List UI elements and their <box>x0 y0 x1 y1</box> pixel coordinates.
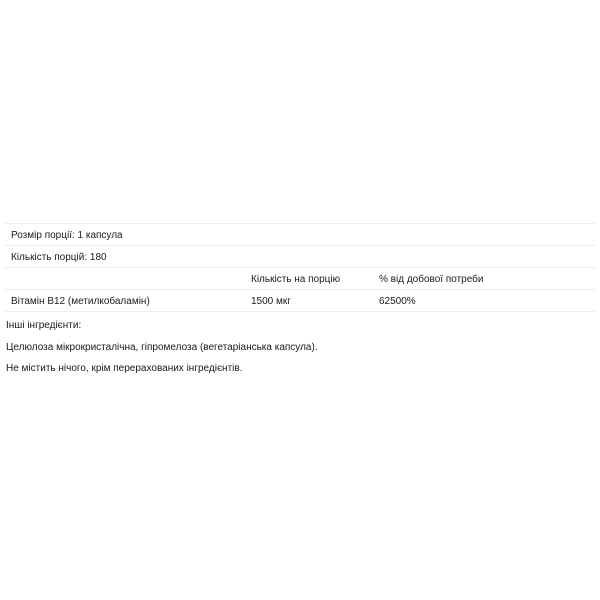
ingredients-disclaimer: Не містить нічого, крім перерахованих інгредієнтів. <box>6 363 243 374</box>
other-ingredients-heading: Інші інгредієнти: <box>6 320 82 331</box>
nutrient-name: Вітамін B12 (метилкобаламін) <box>11 296 150 307</box>
table-header-row <box>5 268 595 290</box>
other-ingredients-list: Целюлоза мікрокристалічна, гіпромелоза (вегетаріанська капсула). <box>6 342 318 353</box>
supplement-facts-table <box>5 223 595 312</box>
serving-size-row <box>5 223 595 246</box>
servings-count-text: Кількість порцій: 180 <box>11 252 107 263</box>
serving-size-text: Розмір порції: 1 капсула <box>11 230 123 241</box>
nutrient-daily-value: 62500% <box>379 296 416 307</box>
table-row <box>5 290 595 312</box>
servings-count-row <box>5 246 595 268</box>
daily-value-header: % від добової потреби <box>379 274 484 285</box>
amount-per-serving-header: Кількість на порцію <box>251 274 341 285</box>
nutrient-amount: 1500 мкг <box>251 296 291 307</box>
